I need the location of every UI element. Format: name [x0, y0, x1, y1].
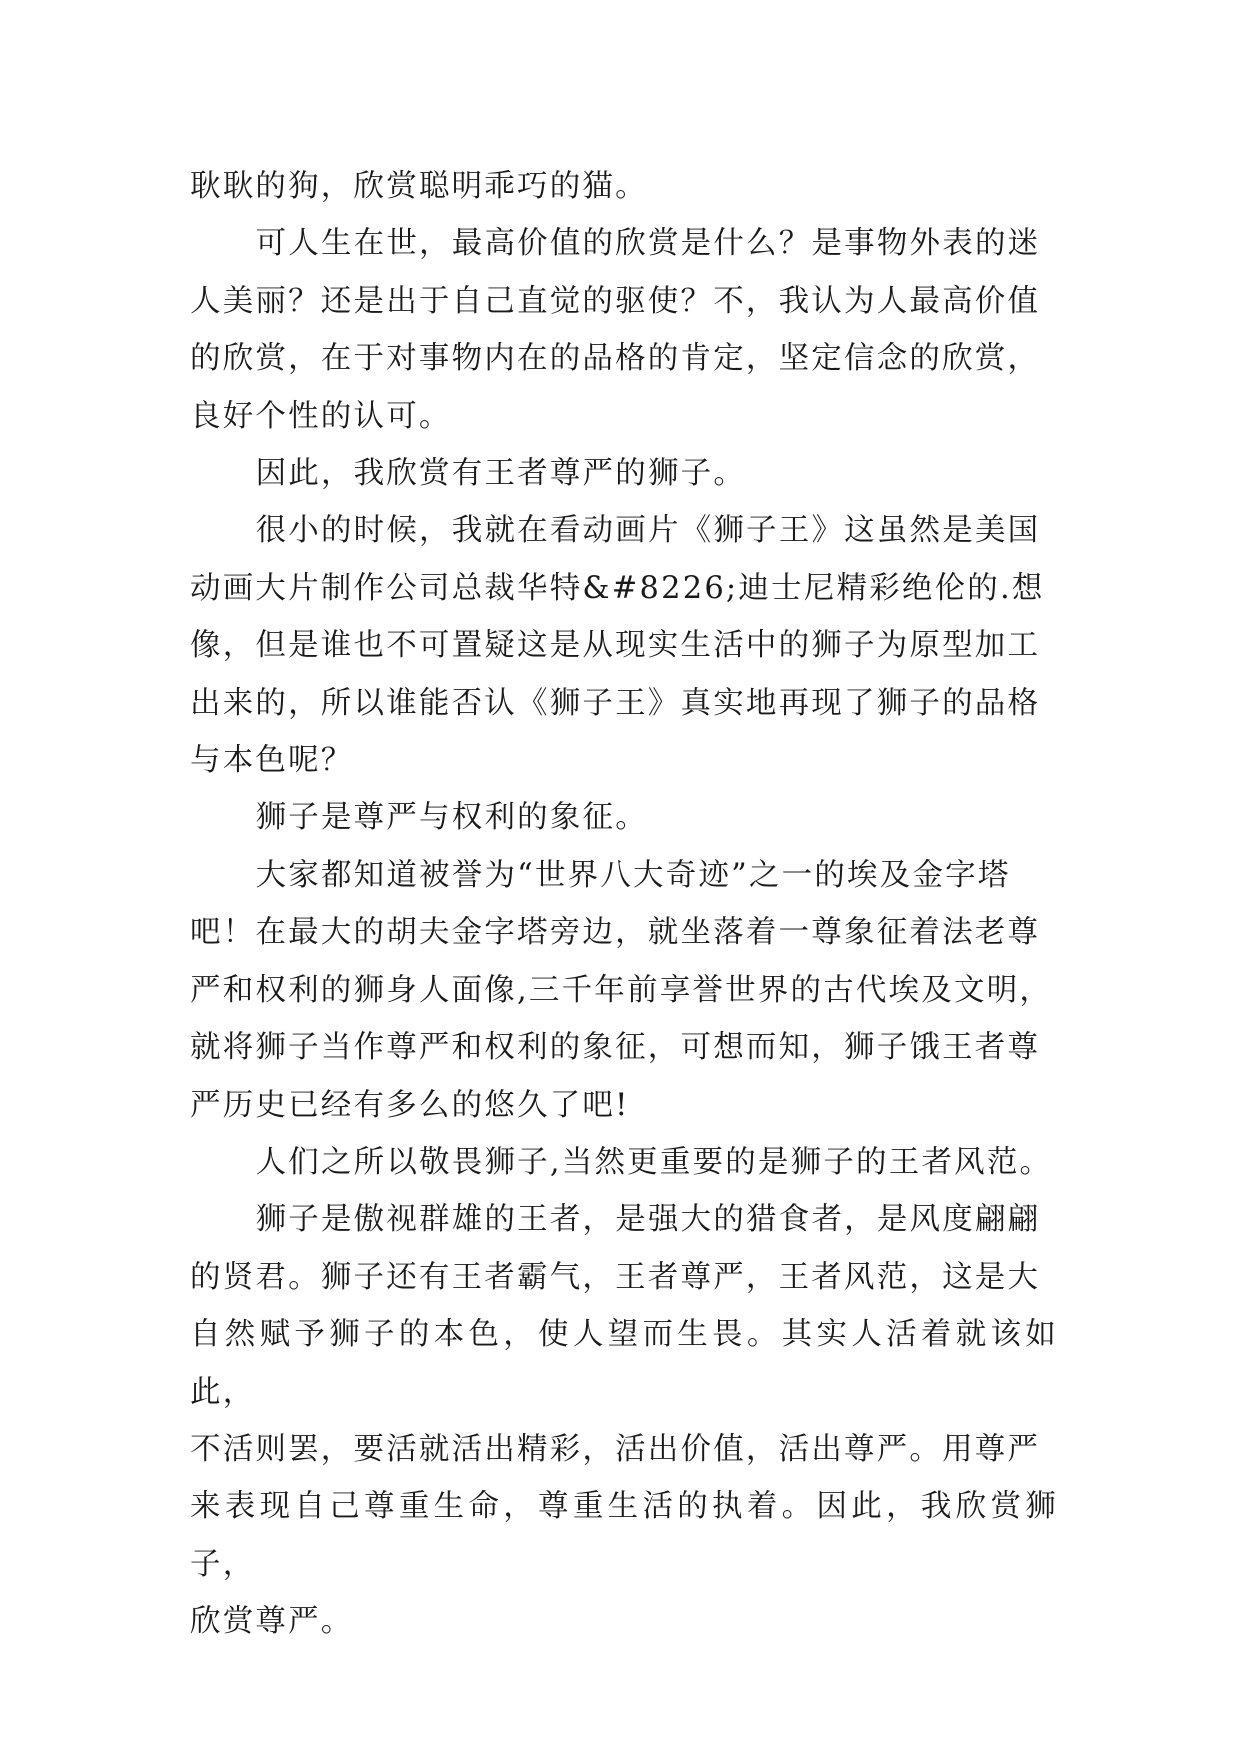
paragraph-3: 因此，我欣赏有王者尊严的狮子。	[255, 456, 747, 492]
paragraph-6: 大家都知道被誉为“世界八大奇迹”之一的埃及金字塔 吧！在最大的胡夫金字塔旁边，就坐落着一尊象征着法老尊 严和权利的狮身人面像,三千年前享誉世界的古代埃及文明， 就将狮子当作尊严和权利的象征，可想而知，狮子饿王者尊 严历史已经有多么的悠久了吧!	[190, 857, 1053, 1123]
paragraph-5: 狮子是尊严与权利的象征。	[255, 800, 648, 836]
paragraph-7: 人们之所以敬畏狮子,当然更重要的是狮子的王者风范。	[255, 1144, 1053, 1180]
paragraph-8: 狮子是傲视群雄的王者，是强大的猎食者，是风度翩翩 的贤君。狮子还有王者霸气，王者尊严，王者风范，这是大 自然赋予狮子的本色，使人望而生畏。其实人活着就该如此， 不活则罢，要活就活出精彩，活出价值，活出尊严。用尊严 来表现自己尊重生命，尊重生活的执着。因此，我欣赏狮子， 欣赏尊严。	[190, 1202, 1058, 1640]
document-body	[190, 158, 1058, 1651]
paragraph-1: 耿耿的狗，欣赏聪明乖巧的猫。	[190, 169, 648, 204]
paragraph-4: 很小的时候，我就在看动画片《狮子王》这虽然是美国 动画大片制作公司总裁华特&#8226;迪士尼精彩绝伦的.想 像，但是谁也不可置疑这是从现实生活中的狮子为原型加工 出来的，所以谁能否认《狮子王》真实地再现了狮子的品格 与本色呢？	[190, 513, 1045, 779]
paragraph-2: 可人生在世，最高价值的欣赏是什么？是事物外表的迷 人美丽？还是出于自己直觉的驱使？不，我认为人最高价值 的欣赏，在于对事物内在的品格的肯定，坚定信念的欣赏， 良好个性的认可。	[190, 226, 1041, 434]
